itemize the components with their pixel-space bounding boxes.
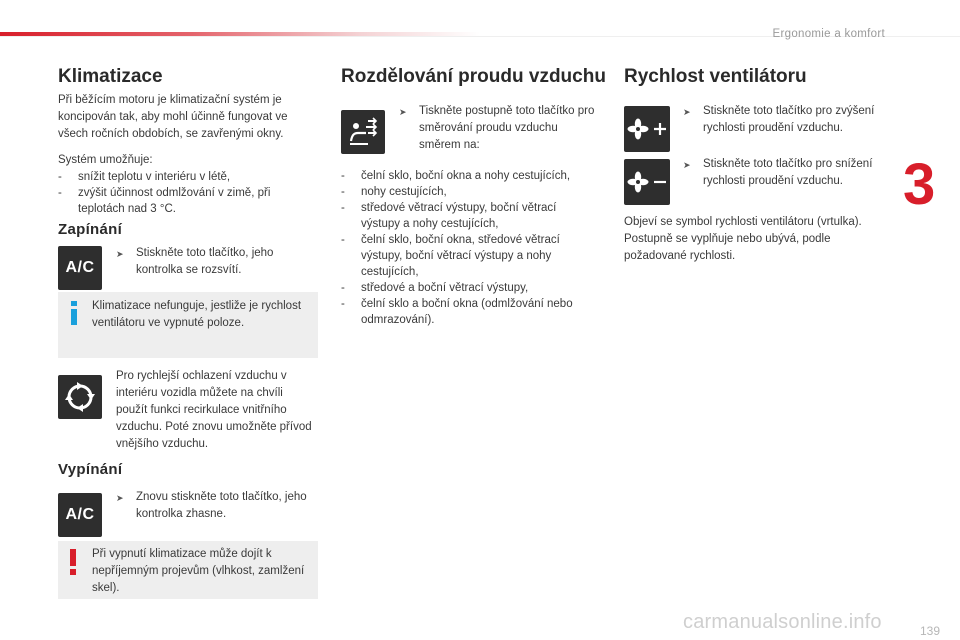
fan-decrease-step: ➤ Stiskněte toto tlačítko pro snížení rychlosti proudění vzduchu. (683, 158, 873, 187)
air-distribution-button[interactable] (341, 110, 385, 154)
vypinani-title: Vypínání (58, 461, 123, 478)
list-item: - zvýšit účinnost odmlžování v zimě, při teplotách nad 3 °C. (58, 187, 271, 215)
step-bullet-icon: ➤ (399, 107, 407, 117)
info-note-box (58, 292, 318, 358)
air-distribution-title: Rozdělování proudu vzduchu (341, 66, 606, 87)
list-item: - nohy cestujících, (341, 186, 447, 198)
section-title: Ergonomie a komfort (772, 28, 885, 40)
warning-note-text: Při vypnutí klimatizace může dojít k nepříjemným projevům (vlhkost, zamlžení skel). (92, 548, 305, 594)
recirculation-button[interactable] (58, 375, 102, 419)
fan-speed-title: Rychlost ventilátoru (624, 66, 807, 87)
recirculation-text: Pro rychlejší ochlazení vzduchu v interiéru vozidla můžete na chvíli použít funkci recirkulace vnitřního vzduchu. Poté znovu umožněte přívod vnějšího vzduchu. (116, 370, 312, 450)
step-bullet-icon: ➤ (116, 249, 124, 259)
warning-icon (69, 549, 77, 575)
step-bullet-icon: ➤ (683, 160, 691, 170)
ac-on-label: A/C (65, 259, 95, 276)
list-item: - středové a boční větrací výstupy, (341, 282, 529, 294)
air-distribution-icon (346, 117, 380, 147)
recirculation-icon (63, 380, 97, 414)
list-item: - čelní sklo a boční okna (odmlžování nebo odmrazování). (341, 298, 573, 326)
list-item: - snížit teplotu v interiéru v létě, (58, 171, 231, 183)
warning-note-box (58, 541, 318, 599)
zapinani-title: Zapínání (58, 221, 123, 238)
info-note-text: Klimatizace nefunguje, jestliže je rychlost ventilátoru ve vypnuté poloze. (92, 300, 302, 329)
info-icon (67, 301, 81, 325)
watermark: carmanualsonline.info (683, 611, 882, 633)
step-bullet-icon: ➤ (683, 107, 691, 117)
klimatizace-title: Klimatizace (58, 66, 163, 87)
fan-plus-icon (627, 118, 667, 140)
fan-speed-description: Objeví se symbol rychlosti ventilátoru (vrtulka). Postupně se vyplňuje nebo ubývá, podle požadované rychlosti. (624, 216, 862, 262)
chapter-number: 3 (903, 152, 936, 217)
list-item: - středové větrací výstupy, boční větrací výstupy a nohy cestujících, (341, 202, 557, 230)
klimatizace-intro: Při běžícím motoru je klimatizační systém je koncipován tak, aby mohl účinně fungovat ve všech ročních obdobích, se zavřenými okny. (58, 94, 288, 140)
ac-on-button[interactable] (58, 246, 102, 290)
air-distribution-step: ➤ Tiskněte postupně toto tlačítko pro směrování proudu vzduchu směrem na: (399, 105, 595, 151)
ac-off-label: A/C (65, 506, 95, 523)
fan-minus-icon (627, 171, 667, 193)
list-item: - čelní sklo, boční okna a nohy cestujících, (341, 170, 571, 182)
fan-speed-increase-button[interactable] (624, 106, 670, 152)
enables-list (58, 169, 316, 217)
enables-label: Systém umožňuje: (58, 154, 153, 166)
fan-increase-step: ➤ Stiskněte toto tlačítko pro zvýšení rychlosti proudění vzduchu. (683, 105, 875, 134)
page-number: 139 (919, 624, 940, 638)
step-bullet-icon: ➤ (116, 493, 124, 503)
air-distribution-list (341, 168, 596, 328)
fan-speed-decrease-button[interactable] (624, 159, 670, 205)
list-item: - čelní sklo, boční okna, středové větrací výstupy, boční větrací výstupy a nohy cestujících, (341, 234, 560, 278)
ac-on-step: ➤ Stiskněte toto tlačítko, jeho kontrolka se rozsvítí. (116, 247, 274, 276)
ac-off-button[interactable] (58, 493, 102, 537)
ac-off-step: ➤ Znovu stiskněte toto tlačítko, jeho kontrolka zhasne. (116, 491, 307, 520)
